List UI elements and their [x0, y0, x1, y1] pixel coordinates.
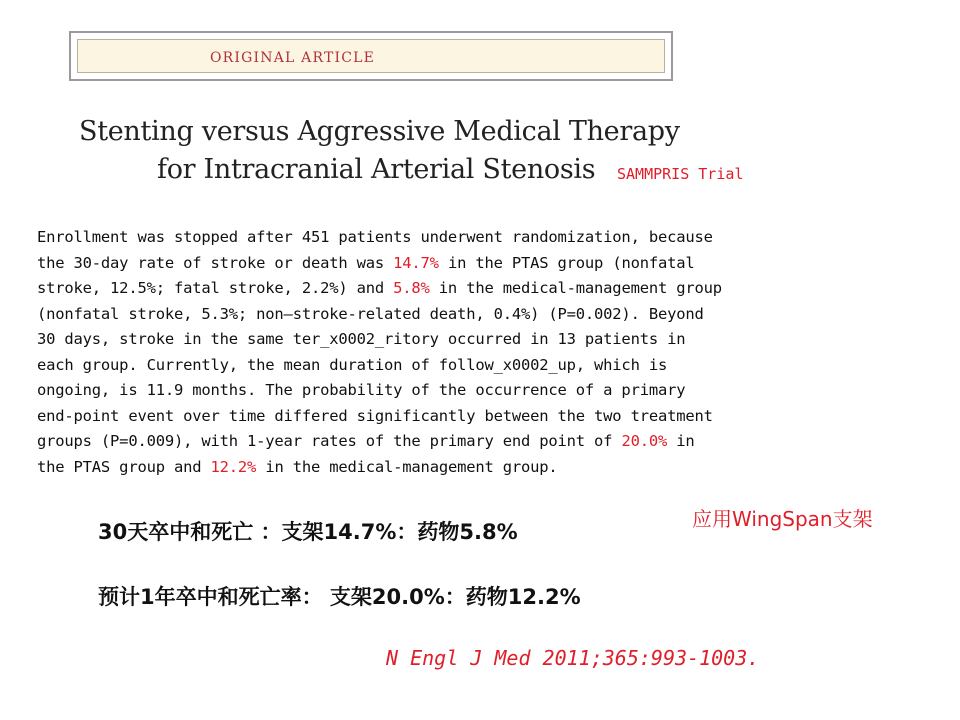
- abstract-text-segment: in the medical-management group.: [256, 457, 558, 476]
- banner-label: ORIGINAL ARTICLE: [210, 50, 376, 66]
- abstract-line: [37, 251, 917, 277]
- highlighted-rate: 12.2%: [210, 457, 257, 476]
- abstract-line: [37, 302, 917, 328]
- summary-30day: 30天卒中和死亡 ：支架14.7%：药物5.8%: [98, 520, 518, 544]
- abstract-text-segment: each group. Currently, the mean duration of follow_x0002_up, which is: [37, 355, 668, 374]
- abstract-line: [37, 276, 917, 302]
- trial-name-label: SAMMPRIS Trial: [617, 165, 744, 183]
- abstract-text-segment: in the medical-management group: [429, 279, 722, 297]
- abstract-line: [37, 404, 917, 430]
- abstract-line: [37, 353, 917, 379]
- citation: N Engl J Med 2011;365:993-1003.: [386, 646, 760, 670]
- article-title-line1: Stenting versus Aggressive Medical Therapy: [79, 116, 680, 147]
- abstract-text-segment: end-point event over time differed significantly between the two treatment: [37, 406, 713, 425]
- highlighted-rate: 14.7%: [393, 253, 439, 272]
- abstract-line: [37, 225, 917, 251]
- article-title-line2: for Intracranial Arterial Stenosis: [157, 154, 596, 185]
- device-note: 应用WingSpan支架: [692, 507, 873, 531]
- abstract-line: [37, 327, 917, 353]
- abstract-text-segment: in the PTAS group (nonfatal: [438, 253, 695, 272]
- abstract-text-segment: stroke, 12.5%; fatal stroke, 2.2%) and: [37, 279, 394, 297]
- abstract-line: [37, 378, 917, 404]
- abstract-text-segment: ongoing, is 11.9 months. The probability of the occurrence of a primary: [37, 381, 686, 399]
- abstract-text-segment: Enrollment was stopped after 451 patients underwent randomization, because: [37, 228, 713, 246]
- abstract-text-segment: 30 days, stroke in the same ter_x0002_ritory occurred in 13 patients in: [37, 330, 686, 348]
- abstract-text-segment: groups (P=0.009), with 1-year rates of the primary end point of: [37, 432, 622, 450]
- abstract-text-segment: the PTAS group and: [37, 457, 211, 476]
- abstract-text-segment: in: [667, 432, 695, 450]
- abstract-text-segment: (nonfatal stroke, 5.3%; non–stroke-related death, 0.4%) (P=0.002). Beyond: [37, 304, 704, 323]
- abstract-line: [37, 429, 917, 455]
- summary-1year: 预计1年卒中和死亡率： 支架20.0%：药物12.2%: [98, 585, 581, 609]
- abstract-text-segment: the 30-day rate of stroke or death was: [37, 253, 394, 272]
- highlighted-rate: 5.8%: [393, 279, 430, 297]
- highlighted-rate: 20.0%: [621, 432, 668, 450]
- abstract-line: [37, 455, 917, 481]
- abstract-text: [37, 225, 917, 480]
